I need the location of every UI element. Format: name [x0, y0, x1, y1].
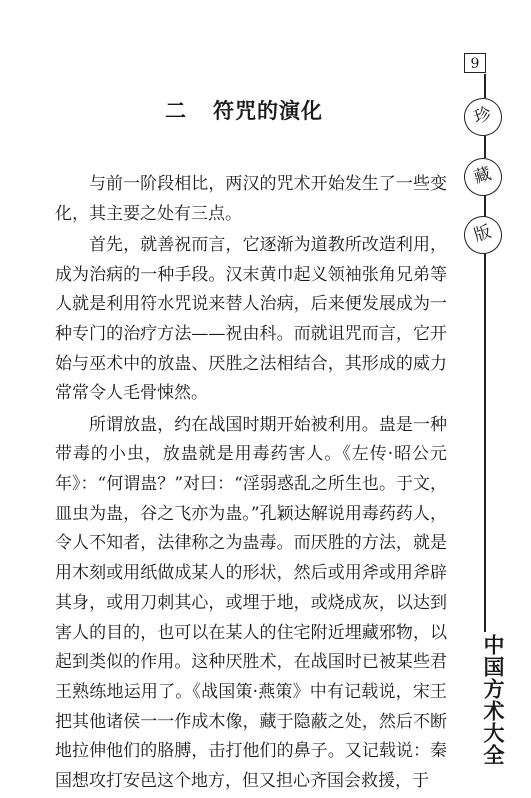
margin-rule: [484, 74, 486, 98]
side-seal-1: 珍: [459, 93, 507, 141]
side-seal-3: 版: [459, 211, 507, 259]
paragraph: 所谓放蛊，约在战国时期开始被利用。蛊是一种带毒的小虫，放蛊就是用毒药害人。《左传·昭公元年》：“何谓蛊？”对曰：“淫弱惑乱之所生也。于文，皿虫为蛊，谷之飞亦为蛊。”孔颖达解说用毒药药人，令人不知者，法律称之为蛊毒。而厌胜的方法，就是用木刻或用纸做成某人的形状，然后或用斧或用斧辟其身，或用刀刺其心，或埋于地，或烧成灰，以达到害人的目的，也可以在某人的住宅附近埋藏邪物，以起到类似的作用。这种厌胜术，在战国时已被某些君王熟练地运用了。《战国策·燕策》中有记载说，宋王把其他诸侯一一作成木像，藏于隐蔽之处，然后不断地拉伸他们的胳膊，击打他们的鼻子。又记载说：秦国想攻打安邑这个地方，但又担心齐国会救援，于: [55, 414, 447, 792]
margin-rule: [484, 136, 486, 158]
paragraph: 与前一阶段相比，两汉的咒术开始发生了一些变化，其主要之处有三点。: [55, 174, 447, 224]
book-title: 中国方术大全: [481, 634, 505, 766]
paragraph: 首先，就善祝而言，它逐渐为道教所改造利用，成为治病的一种手段。汉末黄巾起义领袖张角兄弟等人就是利用符水咒说来替人治病，后来便发展成为一种专门的治疗方法——祝由科。而就诅咒而言，它开始与巫术中的放蛊、厌胜之法相结合，其形成的威力常常令人毛骨悚然。: [55, 234, 447, 404]
page-number: 9: [464, 53, 486, 73]
chapter-number: 二: [165, 99, 187, 123]
margin-rule: [484, 254, 486, 632]
chapter-title: [165, 96, 323, 126]
chapter-title-text: 符咒的演化: [213, 99, 323, 123]
body-text: [55, 170, 447, 798]
side-seal-2: 藏: [459, 153, 507, 201]
margin-rule: [484, 195, 486, 217]
